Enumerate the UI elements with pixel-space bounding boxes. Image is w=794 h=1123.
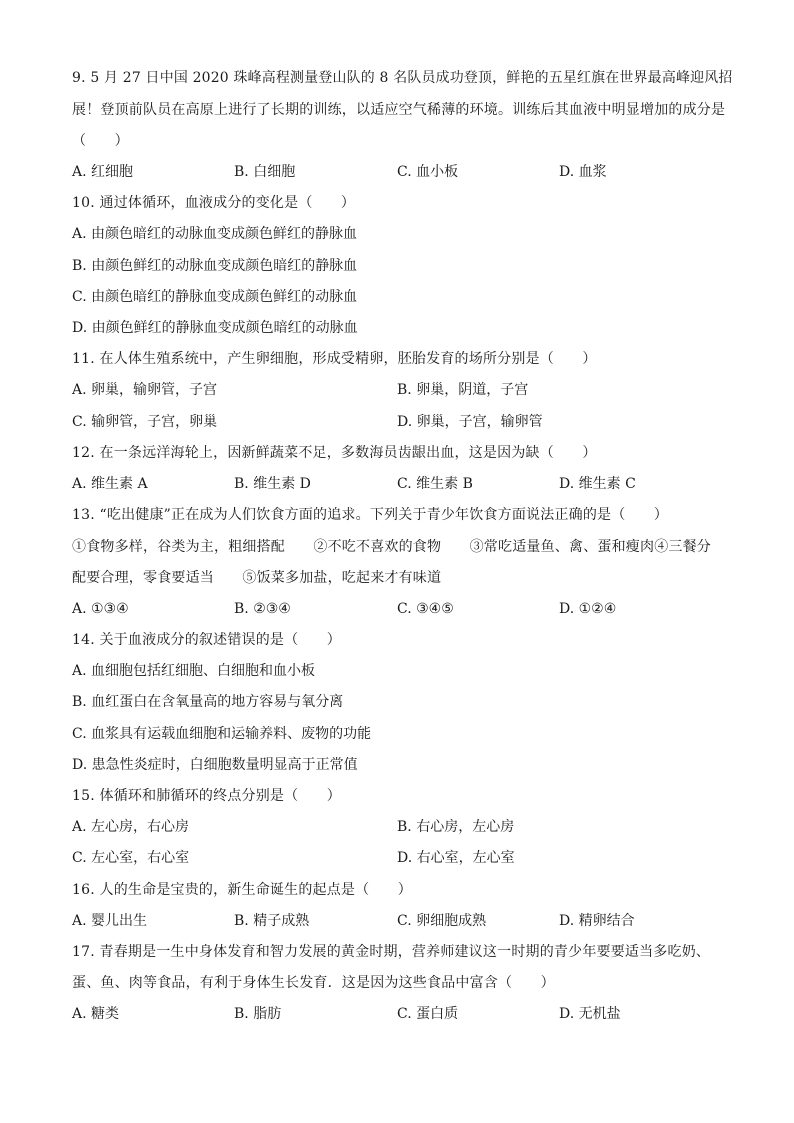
q12-stem: 12. 在一条远洋海轮上，因新鲜蔬菜不足，多数海员齿龈出血，这是因为缺（ ） — [72, 445, 597, 461]
q13-option-b: B. ②③④ — [234, 601, 291, 617]
q10-option-a: A. 由颜色暗红的动脉血变成颜色鲜红的静脉血 — [72, 226, 358, 242]
q9-option-d: D. 血浆 — [559, 164, 607, 180]
q14-stem: 14. 关于血液成分的叙述错误的是（ ） — [72, 632, 341, 648]
q17-option-c: C. 蛋白质 — [397, 1006, 459, 1022]
q17-option-b: B. 脂肪 — [234, 1006, 282, 1022]
q10-option-b: B. 由颜色鲜红的动脉血变成颜色暗红的静脉血 — [72, 258, 358, 274]
q9-option-b: B. 白细胞 — [234, 164, 296, 180]
q11-option-b: B. 卵巢，阴道，子宫 — [397, 382, 529, 398]
q15-option-d: D. 右心室，左心室 — [397, 850, 515, 866]
q10-option-c: C. 由颜色暗红的静脉血变成颜色鲜红的动脉血 — [72, 289, 358, 305]
q15-option-b: B. 右心房，左心房 — [397, 819, 515, 835]
q12-option-a: A. 维生素 A — [72, 476, 148, 492]
q9-option-a: A. 红细胞 — [72, 164, 134, 180]
q10-option-d: D. 由颜色鲜红的静脉血变成颜色暗红的动脉血 — [72, 320, 358, 336]
q17-stem-line-2: 蛋、鱼、肉等食品，有利于身体生长发育．这是因为这些食品中富含（ ） — [72, 975, 555, 991]
q14-option-c: C. 血浆具有运载血细胞和运输养料、废物的功能 — [72, 726, 372, 742]
q14-option-d: D. 患急性炎症时，白细胞数量明显高于正常值 — [72, 757, 358, 773]
q11-stem: 11. 在人体生殖系统中，产生卵细胞，形成受精卵，胚胎发育的场所分别是（ ） — [72, 351, 597, 367]
q12-option-d: D. 维生素 C — [559, 476, 636, 492]
q15-stem: 15. 体循环和肺循环的终点分别是（ ） — [72, 788, 341, 804]
q14-option-b: B. 血红蛋白在含氧量高的地方容易与氧分离 — [72, 694, 344, 710]
q15-option-a: A. 左心房，右心房 — [72, 819, 190, 835]
q13-stem-line-3: 配要合理，零食要适当 ⑤饭菜多加盐，吃起来才有味道 — [72, 570, 442, 586]
q9-option-c: C. 血小板 — [397, 164, 459, 180]
q9-stem-line-1: 9. 5 月 27 日中国 2020 珠峰高程测量登山队的 8 名队员成功登顶，鲜艳的五星红旗在世界最高峰迎风招 — [72, 70, 733, 86]
q16-option-d: D. 精卵结合 — [559, 913, 635, 929]
q13-option-d: D. ①②④ — [559, 601, 617, 617]
q13-option-c: C. ③④⑤ — [397, 601, 454, 617]
q13-option-a: A. ①③④ — [72, 601, 129, 617]
q12-option-b: B. 维生素 D — [234, 476, 311, 492]
q15-option-c: C. 左心室，右心室 — [72, 850, 190, 866]
q9-stem-line-2: 展！登顶前队员在高原上进行了长期的训练，以适应空气稀薄的环境。训练后其血液中明显增加的成分是 — [72, 102, 726, 118]
q13-stem-line-1: 13. “吃出健康”正在成为人们饮食方面的追求。下列关于青少年饮食方面说法正确的是（ ） — [72, 507, 669, 523]
q13-stem-line-2: ①食物多样，谷类为主，粗细搭配 ②不吃不喜欢的食物 ③常吃适量鱼、禽、蛋和瘦肉④三餐分 — [72, 539, 711, 555]
q14-option-a: A. 血细胞包括红细胞、白细胞和血小板 — [72, 663, 316, 679]
q10-stem: 10. 通过体循环，血液成分的变化是（ ） — [72, 195, 356, 211]
q17-stem-line-1: 17. 青春期是一生中身体发育和智力发展的黄金时期，营养师建议这一时期的青少年要要适当多吃奶、 — [72, 944, 711, 960]
q9-stem-line-3: （ ） — [72, 133, 129, 149]
q12-option-c: C. 维生素 B — [397, 476, 473, 492]
q11-option-d: D. 卵巢，子宫，输卵管 — [397, 414, 543, 430]
q11-option-c: C. 输卵管，子宫，卵巢 — [72, 414, 218, 430]
q16-stem: 16. 人的生命是宝贵的，新生命诞生的起点是（ ） — [72, 882, 412, 898]
q16-option-a: A. 婴儿出生 — [72, 913, 148, 929]
q16-option-c: C. 卵细胞成熟 — [397, 913, 487, 929]
q16-option-b: B. 精子成熟 — [234, 913, 310, 929]
q17-option-a: A. 糖类 — [72, 1006, 120, 1022]
q17-option-d: D. 无机盐 — [559, 1006, 621, 1022]
q11-option-a: A. 卵巢，输卵管，子宫 — [72, 382, 218, 398]
